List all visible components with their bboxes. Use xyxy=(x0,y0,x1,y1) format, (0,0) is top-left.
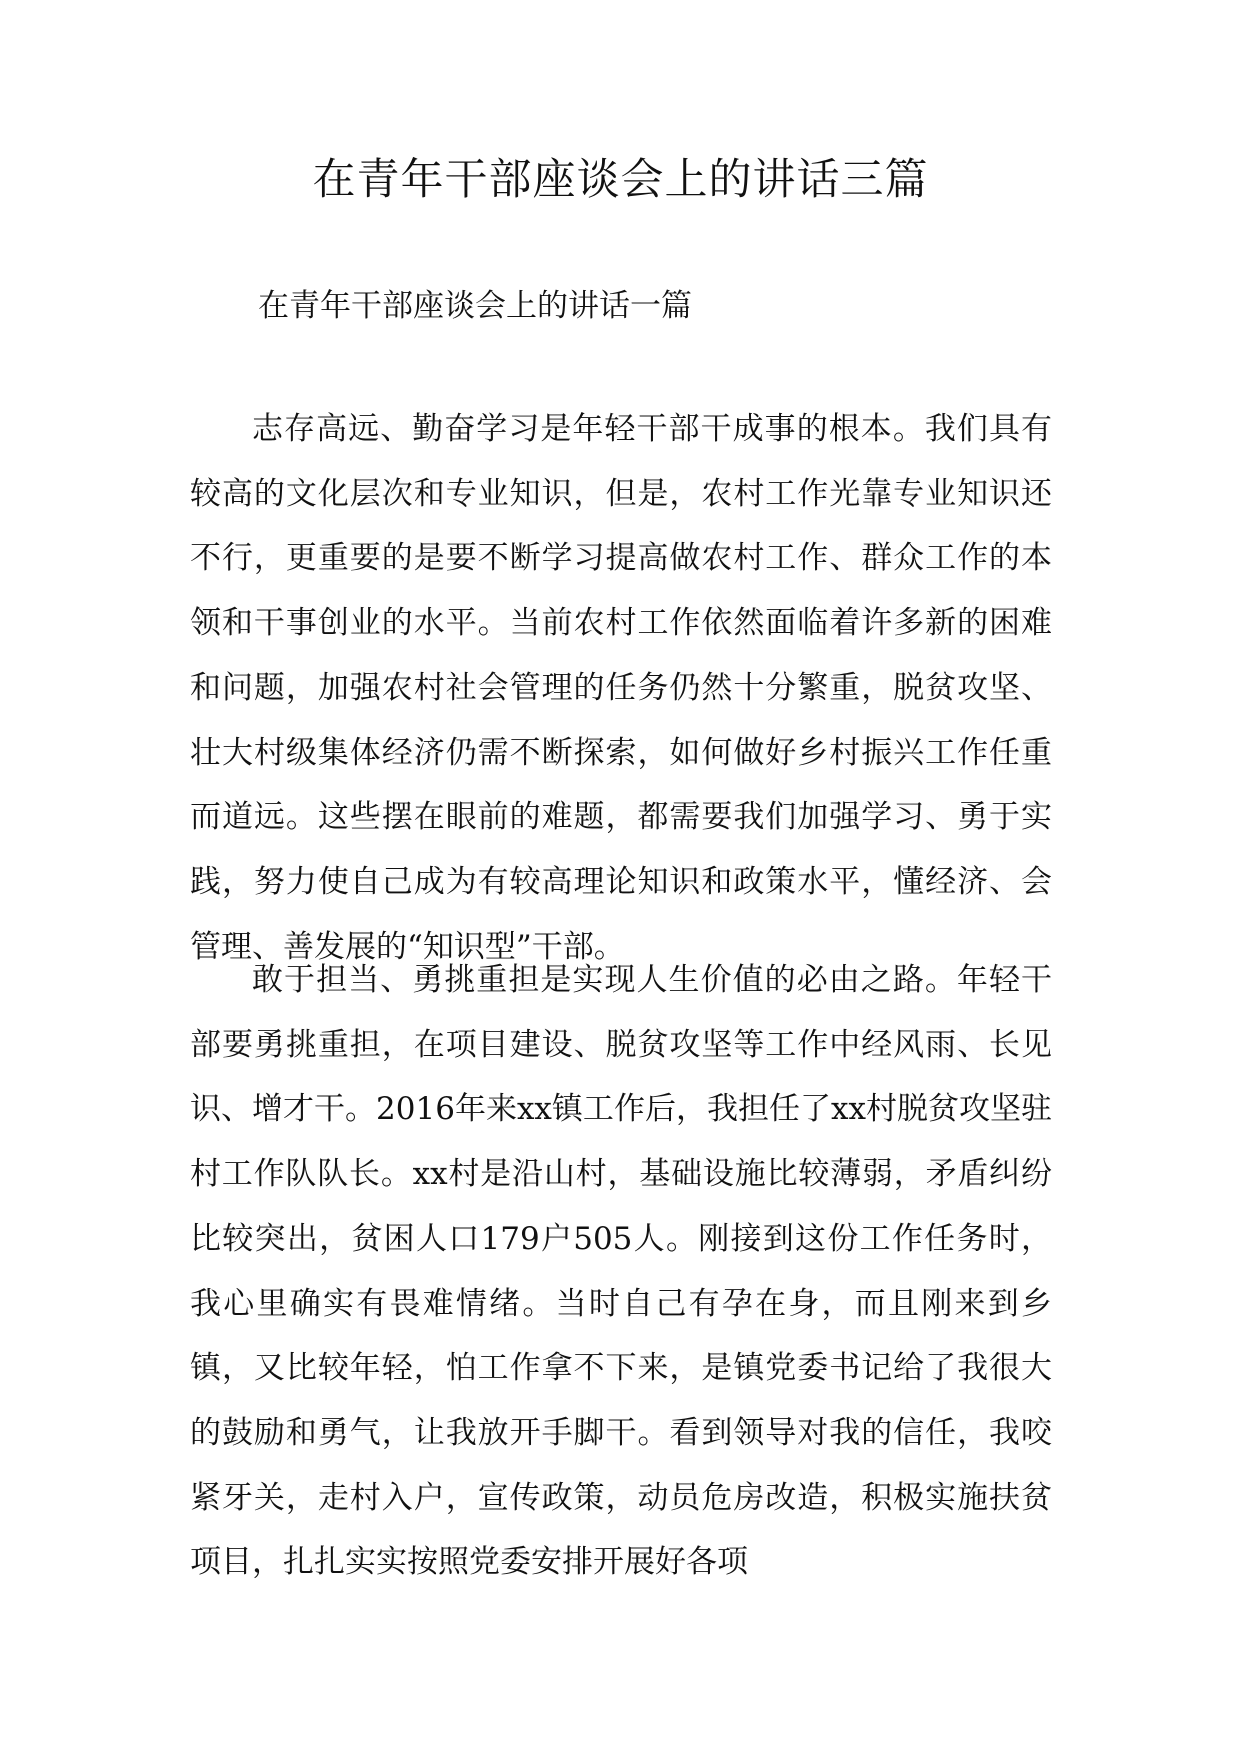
section-heading: 在青年干部座谈会上的讲话一篇 xyxy=(258,288,692,324)
body-paragraph: 敢于担当、勇挑重担是实现人生价值的必由之路。年轻干部要勇挑重担，在项目建设、脱贫攻坚等工作中经风雨、长见识、增才干。2016年来xx镇工作后，我担任了xx村脱贫攻坚驻村工作队队长。xx村是沿山村，基础设施比较薄弱，矛盾纠纷比较突出，贫困人口179户505人。刚接到这份工作任务时，我心里确实有畏难情绪。当时自己有孕在身，而且刚来到乡镇，又比较年轻，怕工作拿不下来，是镇党委书记给了我很大的鼓励和勇气，让我放开手脚干。看到领导对我的信任，我咬紧牙关，走村入户，宣传政策，动员危房改造，积极实施扶贫项目，扎扎实实按照党委安排开展好各项 xyxy=(190,962,1052,1581)
document-title: 在青年干部座谈会上的讲话三篇 xyxy=(312,155,929,205)
body-paragraph: 志存高远、勤奋学习是年轻干部干成事的根本。我们具有较高的文化层次和专业知识，但是，农村工作光靠专业知识还不行，更重要的是要不断学习提高做农村工作、群众工作的本领和干事创业的水平。当前农村工作依然面临着许多新的困难和问题，加强农村社会管理的任务仍然十分繁重，脱贫攻坚、壮大村级集体经济仍需不断探索，如何做好乡村振兴工作任重而道远。这些摆在眼前的难题，都需要我们加强学习、勇于实践，努力使自己成为有较高理论知识和政策水平，懂经济、会管理、善发展的“知识型”干部。 xyxy=(190,411,1052,965)
